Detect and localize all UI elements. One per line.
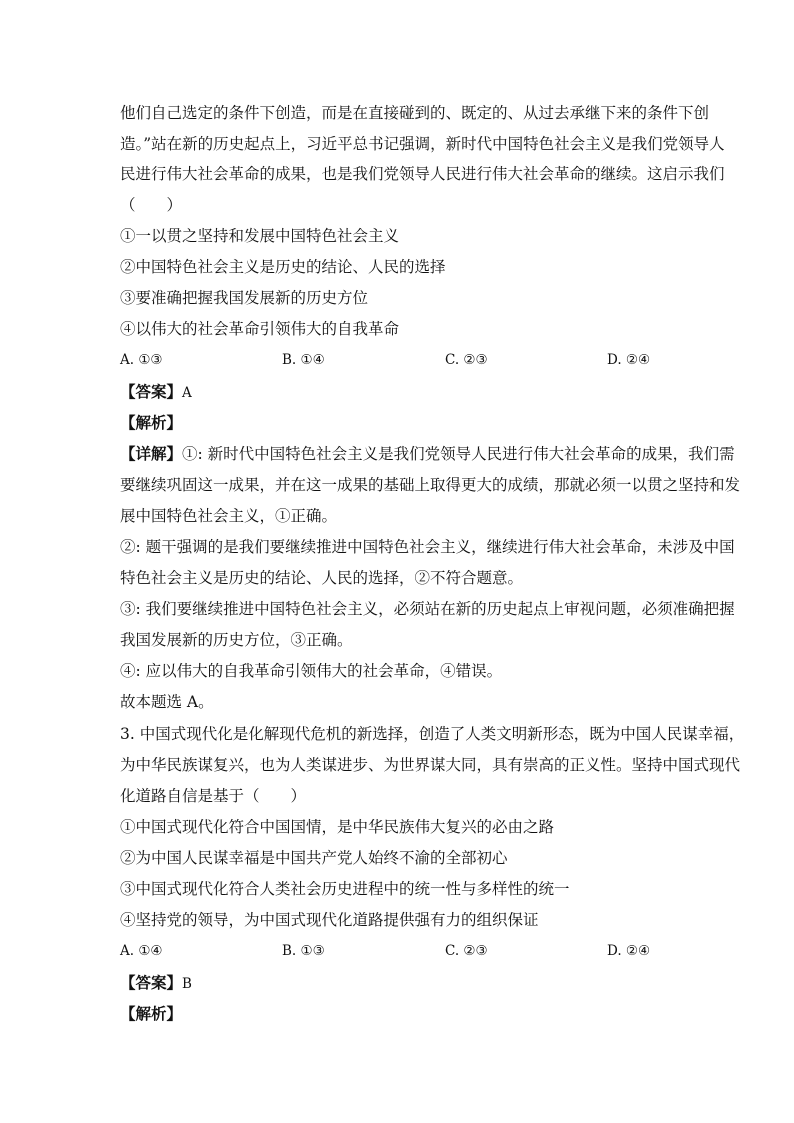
q3-statement-2: ②为中国人民谋幸福是中国共产党人始终不渝的全部初心 [120, 849, 508, 867]
answer-tag: 【答案】 [120, 382, 183, 401]
q2-statement-3: ③要准确把握我国发展新的历史方位 [120, 289, 369, 307]
q2-stem-line-3: 民进行伟大社会革命的成果，也是我们党领导人民进行伟大社会革命的继续。这启示我们 [120, 165, 725, 183]
answer-tag: 【答案】 [120, 973, 183, 992]
q3-analysis-tag: 【解析】 [120, 1004, 183, 1023]
q3-stem-line-1: 3. 中国式现代化是化解现代危机的新选择，创造了人类文明新形态，既为中国人民谋幸福， [120, 725, 745, 743]
q2-detail-line-7: 我国发展新的历史方位，③正确。 [120, 631, 353, 649]
q3-stem-line-2: 为中华民族谋复兴，也为人类谋进步、为世界谋大同，具有崇高的正义性。坚持中国式现代 [120, 756, 741, 774]
q3-option-c: C. ②③ [445, 943, 488, 959]
q2-option-b: B. ①④ [282, 352, 325, 368]
q3-answer-line [120, 973, 192, 994]
q2-detail-line-3: 展中国特色社会主义，①正确。 [120, 507, 338, 525]
q2-stem-line-4: （ ） [120, 196, 183, 214]
q2-answer-line [120, 382, 192, 403]
q2-statement-1: ①一以贯之坚持和发展中国特色社会主义 [120, 227, 400, 245]
q2-detail-line-1 [120, 444, 735, 464]
q2-stem-line-1: 他们自己选定的条件下创造，而是在直接碰到的、既定的、从过去承继下来的条件下创 [120, 104, 710, 122]
q2-detail-line-6: ③: 我们要继续推进中国特色社会主义，必须站在新的历史起点上审视问题，必须准确把握 [120, 600, 735, 618]
q2-analysis-tag: 【解析】 [120, 413, 183, 432]
q3-option-b: B. ①③ [282, 943, 325, 959]
q3-option-d: D. ②④ [607, 943, 651, 959]
detail-tag: 【详解】 [120, 444, 183, 463]
q2-statement-4: ④以伟大的社会革命引领伟大的自我革命 [120, 320, 400, 338]
answer-value: A [182, 385, 192, 401]
q2-detail-line-8: ④: 应以伟大的自我革命引领伟大的社会革命，④错误。 [120, 662, 503, 680]
q2-option-d: D. ②④ [607, 352, 651, 368]
q3-statement-1: ①中国式现代化符合中国国情，是中华民族伟大复兴的必由之路 [120, 818, 555, 836]
q2-detail-line-4: ②: 题干强调的是我们要继续推进中国特色社会主义，继续进行伟大社会革命，未涉及中国 [120, 538, 735, 556]
q2-conclusion: 故本题选 A。 [120, 693, 214, 711]
q2-option-a: A. ①③ [120, 352, 163, 368]
q2-statement-2: ②中国特色社会主义是历史的结论、人民的选择 [120, 258, 446, 276]
q2-detail-line-5: 特色社会主义是历史的结论、人民的选择，②不符合题意。 [120, 569, 524, 587]
q3-option-a: A. ①④ [120, 943, 163, 959]
q3-statement-4: ④坚持党的领导，为中国式现代化道路提供强有力的组织保证 [120, 911, 539, 929]
q2-option-c: C. ②③ [445, 352, 488, 368]
answer-value: B [182, 976, 192, 992]
q3-statement-3: ③中国式现代化符合人类社会历史进程中的统一性与多样性的统一 [120, 880, 570, 898]
q2-stem-line-2: 造。”站在新的历史起点上，习近平总书记强调，新时代中国特色社会主义是我们党领导人 [120, 135, 725, 153]
detail-text: ①: 新时代中国特色社会主义是我们党领导人民进行伟大社会革命的成果，我们需 [182, 445, 735, 463]
q2-detail-line-2: 要继续巩固这一成果，并在这一成果的基础上取得更大的成绩，那就必须一以贯之坚持和发 [120, 476, 741, 494]
q3-stem-line-3: 化道路自信是基于（ ） [120, 787, 307, 805]
